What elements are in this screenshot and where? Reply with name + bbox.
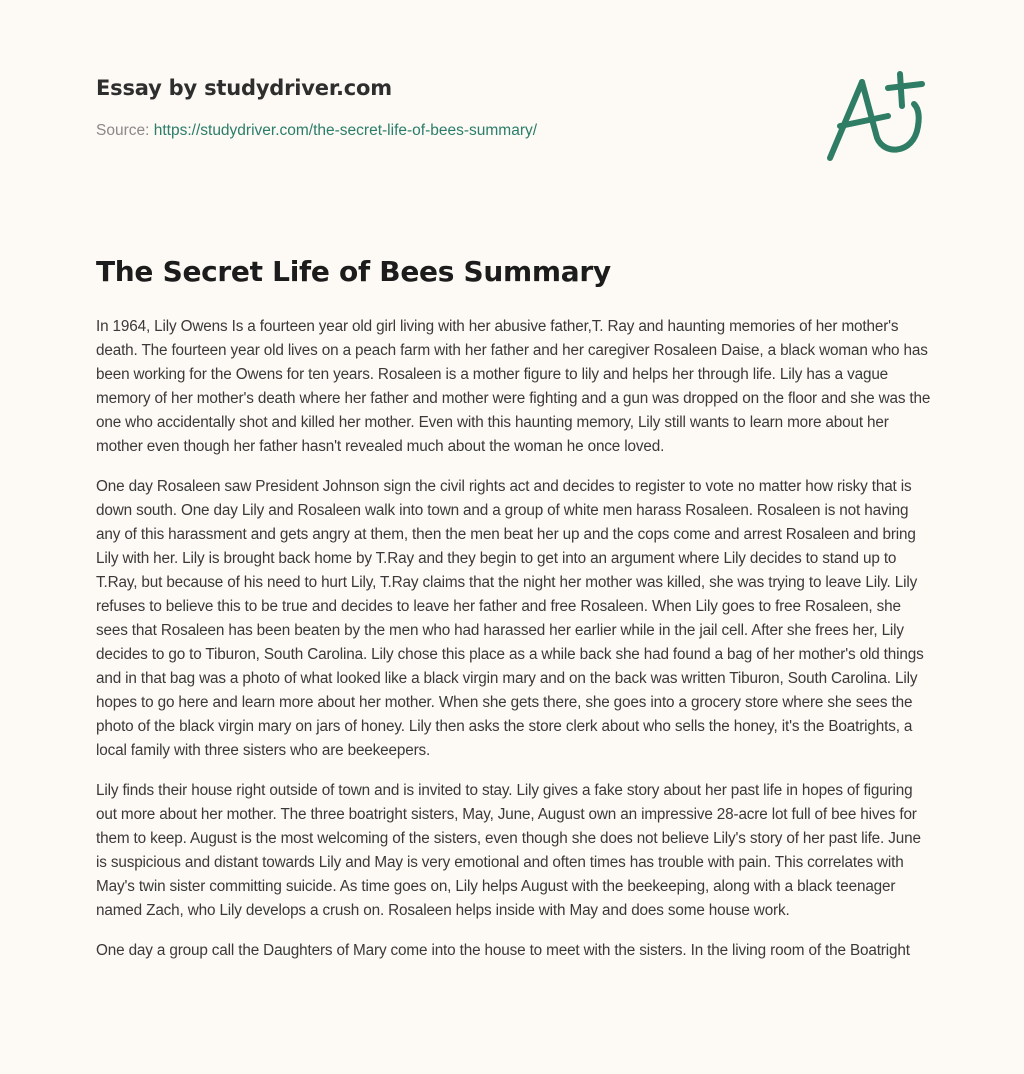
site-title: Essay by studydriver.com	[96, 76, 392, 100]
essay-title: The Secret Life of Bees Summary	[96, 255, 611, 288]
essay-paragraph: In 1964, Lily Owens Is a fourteen year old girl living with her abusive father,T. Ray and haunting memories of her mother's death. The fourteen year old lives on a peach farm with her father and her caregiver Rosaleen Daise, a black woman who has been working for the Owens for ten years. Rosaleen is a mother figure to lily and helps her through life. Lily has a vague memory of her mother's death where her father and mother were fighting and a gun was dropped on the floor and she was the one who accidentally shot and killed her mother. Even with this haunting memory, Lily still wants to learn more about her mother even though her father hasn't revealed much about the woman he once loved.	[96, 318, 931, 455]
source-link[interactable]: https://studydriver.com/the-secret-life-of-bees-summary/	[153, 122, 538, 139]
source-label: Source:	[96, 122, 154, 139]
a-plus-grade-icon	[818, 64, 936, 168]
essay-paragraph: One day a group call the Daughters of Mary come into the house to meet with the sisters. In the living room of the Boatright	[96, 942, 910, 959]
page-header	[96, 76, 796, 140]
essay-paragraph: Lily finds their house right outside of town and is invited to stay. Lily gives a fake story about her past life in hopes of figuring out more about her mother. The three boatright sisters, May, June, August own an impressive 28-acre lot full of bee hives for them to keep. August is the most welcoming of the sisters, even though she does not believe Lily's story of her past life. June is suspicious and distant towards Lily and May is very emotional and often times has trouble with pain. This correlates with May's twin sister committing suicide. As time goes on, Lily helps August with the beekeeping, along with a black teenager named Zach, who Lily develops a crush on. Rosaleen helps inside with May and does some house work.	[96, 782, 921, 919]
essay-paragraph: One day Rosaleen saw President Johnson sign the civil rights act and decides to register to vote no matter how risky that is down south. One day Lily and Rosaleen walk into town and a group of white men harass Rosaleen. Rosaleen is not having any of this harassment and gets angry at them, then the men beat her up and the cops come and arrest Rosaleen and bring Lily with her. Lily is brought back home by T.Ray and they begin to get into an argument where Lily decides to stand up to T.Ray, but because of his need to hurt Lily, T.Ray claims that the night her mother was killed, she was trying to leave Lily. Lily refuses to believe this to be true and decides to leave her father and free Rosaleen. When Lily goes to free Rosaleen, she sees that Rosaleen has been beaten by the men who had harassed her earlier while in the jail cell. After she frees her, Lily decides to go to Tiburon, South Carolina. Lily chose this place as a while back she had found a bag of her mother's old things and in that bag was a photo of what looked like a black virgin mary and on the back was written Tiburon, South Carolina. Lily hopes to go here and learn more about her mother. When she gets there, she goes into a grocery store where she sees the photo of the black virgin mary on jars of honey. Lily then asks the store clerk about who sells the honey, it's the Boatrights, a local family with three sisters who are beekeepers.	[96, 478, 924, 759]
essay-body	[96, 315, 932, 979]
source-line	[96, 122, 796, 140]
